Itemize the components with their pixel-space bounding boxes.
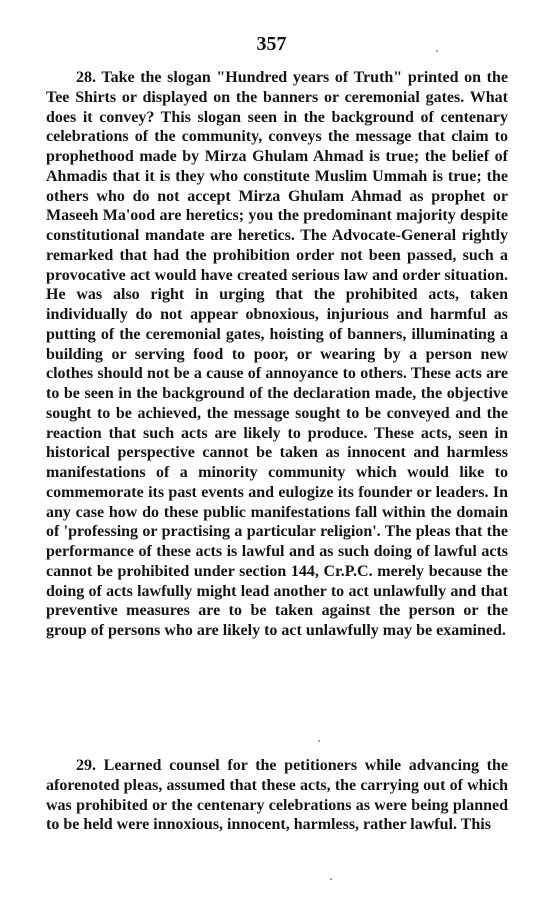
paragraph-text: Learned counsel for the petitioners while advancing the aforenoted pleas, assumed that these acts, the carrying out of which was prohibited or the centenary celebrations as were being planned to be held were innoxious, innocent, harmless, rather lawful. This (46, 757, 508, 834)
paragraph-28 (46, 68, 508, 641)
scan-speck (436, 50, 438, 52)
paragraph-text: Take the slogan "Hundred years of Truth" printed on the Tee Shirts or displayed on the banners or ceremonial gates. What does it convey? This slogan seen in the background of centenary celebrations of the community, conveys the message that claim to prophethood made by Mirza Ghulam Ahmad is true; the belief of Ahmadis that it is they who constitute Muslim Ummah is true; the others who do not accept Mirza Ghulam Ahmad as prophet or Maseeh Ma'ood are heretics; you the predominant majority despite constitutional mandate are heretics. The Advocate-General rightly remarked that had the prohibition order not been passed, such a provocative act would have created serious law and order situation. He was also right in urging that the prohibited acts, taken individually do not appear obnoxious, injurious and harmful as putting of the ceremonial gates, hoisting of banners, illuminating a building or serving food to poor, or wearing by a person new clothes should not be a cause of annoyance to others. These acts are to be seen in the background of the declaration made, the objective sought to be achieved, the message sought to be conveyed and the reaction that such acts are likely to produce. These acts, seen in historical perspective cannot be taken as innocent and harmless manifestations of a minority community which would like to commemorate its past events and eulogize its founder or leaders. In any case how do these public manifestations fall within the domain of 'professing or practising a particular religion'. The pleas that the performance of these acts is lawful and as such doing of lawful acts cannot be prohibited under section 144, Cr.P.C. merely because the doing of acts lawfully might lead another to act unlawfully and that preventive measures are to be taken against the person or the group of persons who are likely to act unlawfully may be examined. (46, 69, 508, 639)
paragraph-29 (46, 756, 508, 835)
paragraph-number: 28. (76, 69, 96, 86)
page-number: 357 (256, 33, 287, 55)
scan-speck (330, 878, 332, 880)
scan-speck (318, 740, 320, 742)
paragraph-number: 29. (76, 757, 96, 774)
